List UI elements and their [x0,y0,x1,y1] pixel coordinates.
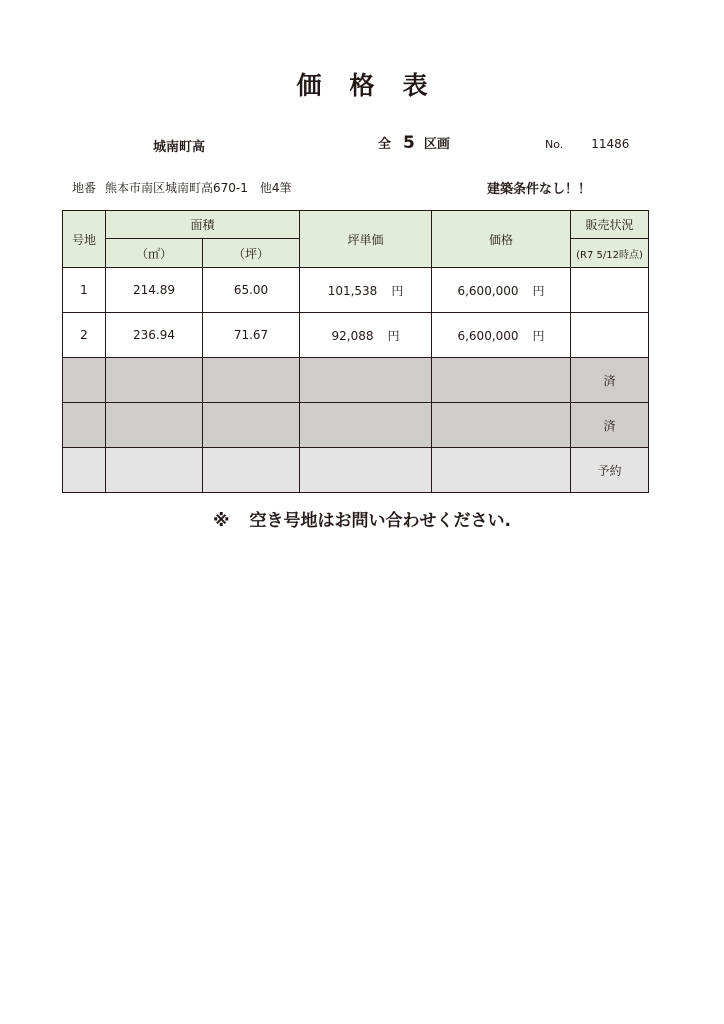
inquiry-text: 空き号地はお問い合わせください. [249,511,511,531]
area-name: 城南町高 [153,140,206,155]
cell-status [571,268,649,313]
cell-unit-price [300,448,432,493]
cell-price [432,358,571,403]
cell-area-tsubo [203,358,300,403]
price-table [62,210,649,493]
table-row-sold [63,403,649,448]
col-header-lot: 号地 [63,211,106,268]
cell-area-sqm: 236.94 [106,313,203,358]
yen-unit: 円 [532,328,545,343]
cell-lot [63,448,106,493]
cell-area-tsubo [203,448,300,493]
yen-unit: 円 [532,283,545,298]
yen-unit: 円 [387,328,400,343]
cell-unit-price [300,358,432,403]
cell-price [432,448,571,493]
table-row-sold [63,358,649,403]
reference-mark: ※ [213,511,230,531]
cell-price [432,403,571,448]
cell-price [432,313,571,358]
inquiry-note [0,506,724,531]
cell-lot [63,358,106,403]
col-header-status: 販売状況 [571,211,649,239]
yen-unit: 円 [391,283,404,298]
cell-status [571,313,649,358]
document-number [545,137,629,151]
cell-unit-price [300,268,432,313]
cell-unit-price [300,403,432,448]
doc-no-label: No. [545,138,564,151]
cell-area-sqm: 214.89 [106,268,203,313]
cell-lot [63,403,106,448]
cell-area-sqm [106,358,203,403]
table-header-row [63,211,649,239]
doc-no-value: 11486 [591,137,630,151]
table-row [63,268,649,313]
cell-area-tsubo: 65.00 [203,268,300,313]
col-header-price: 価格 [432,211,571,268]
total-suffix: 区画 [423,137,450,152]
cell-status: 予約 [571,448,649,493]
cell-lot: 2 [63,313,106,358]
cell-area-tsubo: 71.67 [203,313,300,358]
cell-area-sqm [106,403,203,448]
cell-area-tsubo [203,403,300,448]
col-header-status-note: (R7 5/12時点) [571,239,649,268]
cell-unit-price [300,313,432,358]
total-count: 5 [403,133,415,153]
unit-price-value: 92,088 [331,328,374,343]
cell-price [432,268,571,313]
col-header-unit-price: 坪単価 [300,211,432,268]
cell-lot: 1 [63,268,106,313]
table-row-reserved [63,448,649,493]
cell-status: 済 [571,403,649,448]
building-condition-notice: 建築条件なし！！ [487,182,592,197]
address-label: 地番 [72,181,97,195]
lot-address [72,179,292,196]
table-row [63,313,649,358]
price-value: 6,600,000 [457,328,519,343]
total-lots [378,133,450,153]
cell-area-sqm [106,448,203,493]
col-header-area-tsubo: （坪） [203,239,300,268]
col-header-area-sqm: （㎡） [106,239,203,268]
cell-status: 済 [571,358,649,403]
col-header-area: 面積 [106,211,300,239]
address-value: 熊本市南区城南町高670-1 他4筆 [105,181,292,195]
unit-price-value: 101,538 [327,283,378,298]
price-value: 6,600,000 [457,283,519,298]
page-title: 価格表 [296,71,456,100]
total-prefix: 全 [378,137,392,152]
